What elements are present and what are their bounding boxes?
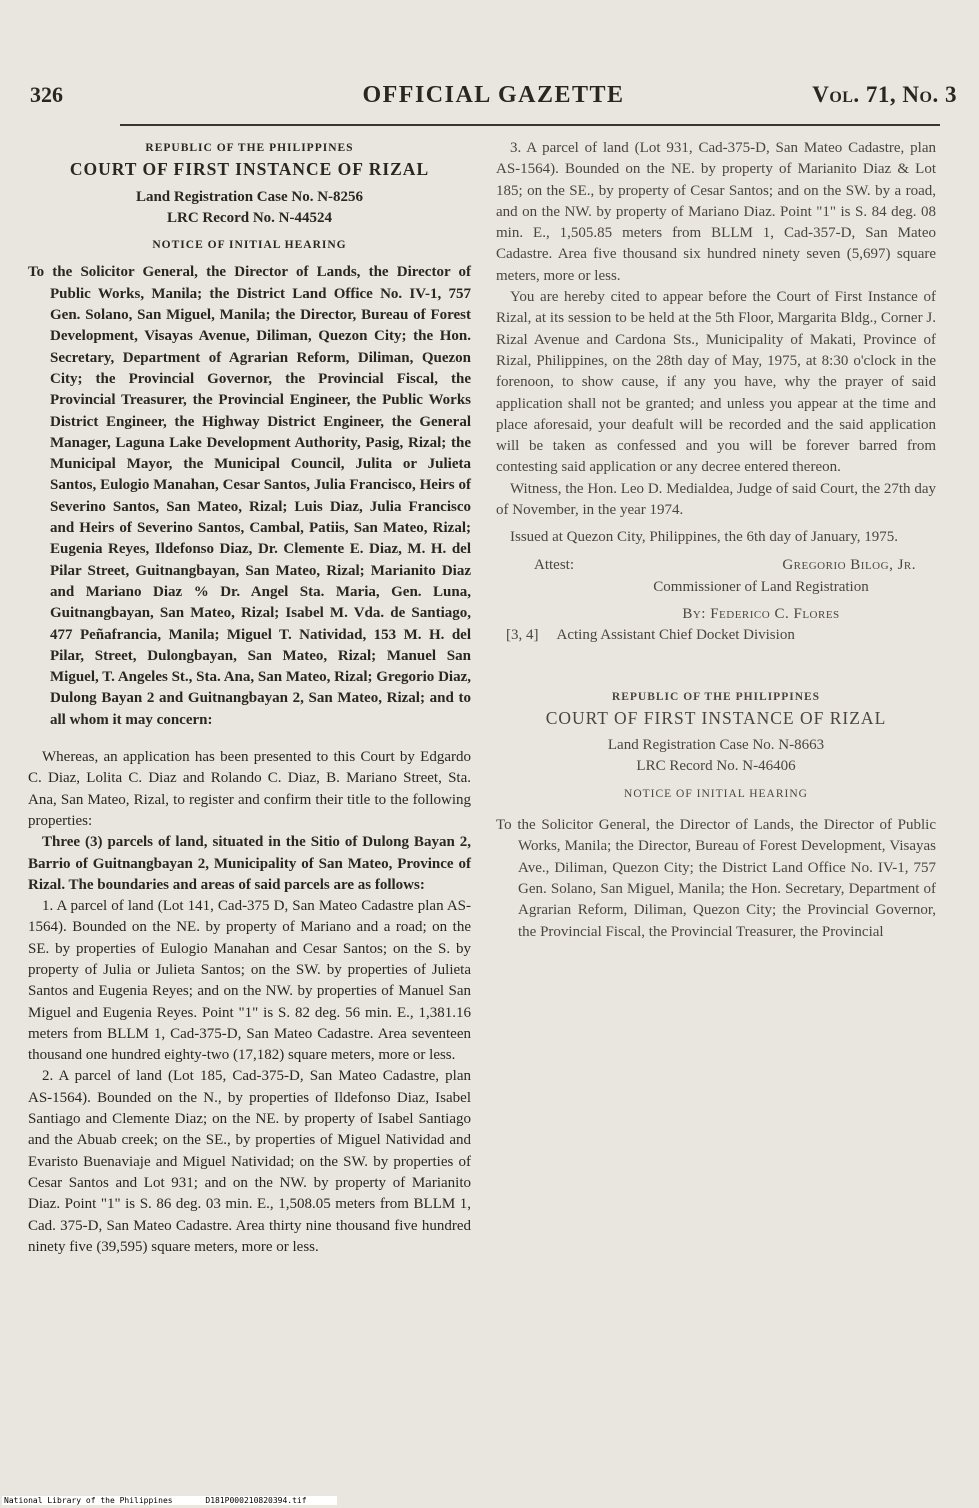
parcels-intro-paragraph: Three (3) parcels of land, situated in the Sitio of Dulong Bayan 2, Barrio of Guitnangbayan 2, Municipality of San Mateo, Province of Rizal. The boundaries and areas of said parcels are as follows: [28, 834, 471, 893]
cited-paragraph: You are hereby cited to appear before the Court of First Instance of Rizal, at its session to be held at the 5th Floor, Margarita Bldg., Corner J. Rizal Avenue and Cardona Sts., Municipality of Makati, Province of Rizal, Philippines, on the 28th day of May, 1975, at 8:30 o'clock in the forenoon, to show cause, if any you have, why the prayer of said application shall not be granted; and unless you appear at the time and place aforesaid, your deafult will be recorded and the said application will be taken as confessed and you will be forever barred from contesting said application or any decree entered thereon. [496, 289, 936, 476]
parcel-2-paragraph: 2. A parcel of land (Lot 185, Cad-375-D, San Mateo Cadastre, plan AS-1564). Bounded on the N., by properties of Ildefonso Diaz, Isabel Santiago and Clemente Diaz; on the NE. by property of Isabel Santiago and the Abuab creek; on the SE., by properties of Miguel Natividad and Evaristo Buenaviaje and Miguel Natividad; on the SW. by properties of Cesar Santos and Lot 931; and on the NW. by property of Marianito Diaz. Point "1" is S. 86 deg. 03 min. E., 1,508.05 meters from BLLM 1, Cad. 375-D, San Mateo Cadastre. Area thirty nine thousand five hundred ninety five (39,595) square meters, more or less. [28, 1068, 471, 1255]
volume-number: Vol. 71, No. 3 [812, 82, 957, 107]
notice-title-2: NOTICE OF INITIAL HEARING [624, 787, 808, 800]
right-column [496, 138, 936, 943]
header-rule [120, 124, 940, 126]
deputy-signatory: By: Federico C. Flores [682, 605, 840, 622]
republic-heading-2: REPUBLIC OF THE PHILIPPINES [611, 690, 821, 703]
signatory-name: Gregorio Bilog, Jr. [782, 556, 916, 573]
addressees-paragraph-2: To the Solicitor General, the Director of Lands, the Director of Public Works, Manila; the Director, Bureau of Forest Development, Visayas Ave., Diliman, Quezon City; the District Land Office No. IV-1, 757 Gen. Solano, San Miguel, Manila; the Hon. Secretary, Department of Agrarian Reform, Diliman, Quezon City; the Provincial Governor, the Provincial Fiscal, the Provincial Treasurer, the Provincial [496, 817, 936, 940]
lrc-record-number: LRC Record No. N-44524 [167, 209, 332, 226]
addressees-paragraph: To the Solicitor General, the Director of Lands, the Director of Public Works, Manila; the District Land Office No. IV-1, 757 Gen. Solano, San Miguel, Manila; the Director, Bureau of Forest Development, Visayas Avenue, Diliman, Quezon City; the Hon. Secretary, Department of Agrarian Reform, Diliman, Quezon City; the Provincial Governor, the Provincial Fiscal, the Provincial Treasurer, the Provincial Engineer, the Public Works District Engineer, the Highway District Engineer, the General Manager, Laguna Lake Development Authority, Pasig, Rizal; the Municipal Mayor, the Municipal Council, Julita or Julieta Santos, Eulogio Manahan, Cesar Santos, Julia Francisco, Heirs of Severino Santos, San Mateo, Rizal; Luis Diaz, Julia Francisco and Heirs of Severino Santos, Cambal, Patiis, San Mateo, Rizal; Eugenia Reyes, Ildefonso Diaz, Dr. Clemente E. Diaz, M. H. del Pilar Street, Guitnangbayan, San Mateo, Rizal; Marianito Diaz and Mariano Diaz % Dr. Angel Sta. Maria, Gen. Luna, Guitnangbayan, San Mateo, Rizal; Isabel M. Vda. de Santiago, 477 Peñafrancia, Manila; Miguel T. Natividad, 153 M. H. del Pilar, Street, Dulongbayan, San Mateo, Rizal; Manuel San Miguel, T. Angeles St., Sta. Ana, San Mateo, Rizal; Gregorio Diaz, Dulong Bayan 2 and Guitnangbayan 2, San Mateo, Rizal; and to all whom it may concern: [28, 264, 471, 728]
deputy-title: Acting Assistant Chief Docket Division [556, 627, 795, 644]
court-heading-2: COURT OF FIRST INSTANCE OF RIZAL [545, 707, 887, 728]
notice-title: NOTICE OF INITIAL HEARING [152, 239, 347, 252]
attest-label: Attest: [534, 556, 574, 573]
case-number: Land Registration Case No. N-8256 [135, 188, 364, 205]
lrc-record-number-2: LRC Record No. N-46406 [636, 758, 796, 775]
page-number: 326 [30, 82, 63, 107]
case-number-2: Land Registration Case No. N-8663 [607, 737, 825, 754]
scan-filename: D181P000210820394.tif [205, 1496, 307, 1505]
issue-reference: [3, 4] [506, 627, 539, 644]
parcel-1-paragraph: 1. A parcel of land (Lot 141, Cad-375 D, San Mateo Cadastre plan AS-1564). Bounded on the NE. by property of Mariano and a road; on the SE. by properties of Eulogio Manahan and Cesar Santos; on the S. by property of Julia or Julieta Santos; on the SW. by properties of Julieta Santos and Eugenia Reyes; and on the NW. by properties of Manuel San Miguel and Eugenia Reyes. Point "1" is S. 82 deg. 56 min. E., 1,381.16 meters from BLLM 1, Cad-375-D, San Mateo Cadastre. Area seventeen thousand one hundred eighty-two (17,182) square meters, more or less. [28, 898, 471, 1064]
witness-paragraph: Witness, the Hon. Leo D. Medialdea, Judge of said Court, the 27th day of November, in the year 1974. [496, 480, 936, 519]
issued-paragraph: Issued at Quezon City, Philippines, the 6th day of January, 1975. [510, 529, 898, 546]
signatory-title: Commissioner of Land Registration [653, 578, 869, 595]
left-column [28, 138, 471, 1258]
attest-row [496, 555, 936, 577]
whereas-paragraph: Whereas, an application has been presented to this Court by Edgardo C. Diaz, Lolita C. Diaz and Rolando C. Diaz, B. Mariano Street, Sta. Ana, San Mateo, Rizal, to register and confirm their title to the following properties: [28, 749, 471, 829]
deputy-title-row [496, 625, 936, 646]
library-credit: National Library of the Philippines [4, 1496, 173, 1505]
scan-footer [2, 1496, 337, 1505]
running-header [30, 82, 957, 116]
publication-title: OFFICIAL GAZETTE [362, 82, 625, 108]
parcel-3-paragraph: 3. A parcel of land (Lot 931, Cad-375-D, San Mateo Cadastre, plan AS-1564). Bounded on the NE. by property of Marianito Diaz & Lot 185; on the SE., by property of Cesar Santos; and on the SW. by a road, and on the NW. by property of Mariano Diaz. Point "1" is S. 84 deg. 08 min. E., 1,505.85 meters from BLLM 1, Cad-357-D, San Mateo Cadastre. Area five thousand six hundred ninety seven (5,697) square meters, more or less. [496, 140, 936, 284]
republic-heading: REPUBLIC OF THE PHILIPPINES [145, 142, 354, 154]
court-heading: COURT OF FIRST INSTANCE OF RIZAL [69, 159, 430, 180]
